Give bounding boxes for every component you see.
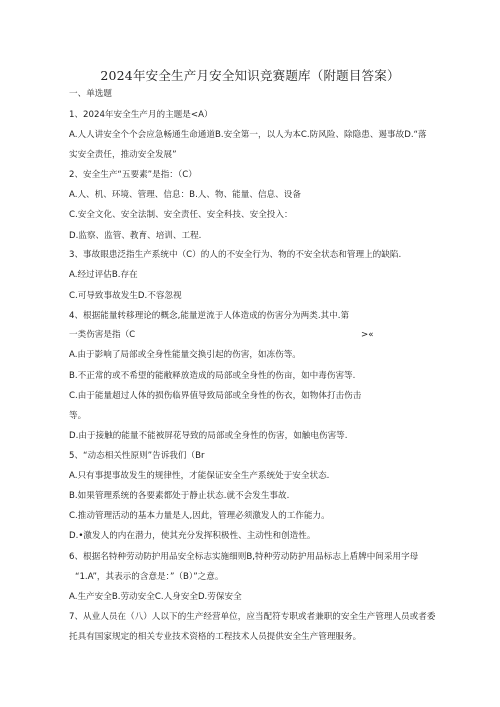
- question-3-option-cd: C.可导致事故发生D.不容忽视: [69, 291, 182, 301]
- question-4-option-b: B.不正常的或不希望的能敝释放造成的局部或全身性的伤亩，如中毒伤害等.: [69, 371, 356, 381]
- question-4-option-d: D.由于接触的能量不能被屏花导致的局部或全身性的伤害，如触电伤害等.: [69, 431, 348, 441]
- question-4-option-c-cont: 等。: [69, 411, 87, 421]
- question-4: 4、根据能量转移理论的概念,能量逆流于人体造成的伤害分为两类.其中.第: [69, 311, 350, 321]
- stray-mark: >«: [361, 330, 374, 340]
- question-5: 5、“动态相关性原则”告诉我们（Br: [69, 451, 205, 461]
- question-7-cont: 托具有国家规定的相关专业技术资格的工程技术人员提供安全生产管理服务。: [69, 632, 362, 642]
- question-5-option-c: C.推动管理活动的基本力量是人,因此，管理必须激发人的工作能力。: [69, 511, 330, 521]
- question-5-option-d: D.•激发人的内在潜力，使其充分发挥积极性、主动性和创造性。: [69, 531, 316, 541]
- question-2-option-d: D.监察、监管、教育、培训、工程.: [69, 231, 202, 241]
- question-2: 2、安全生产“五要素”是指：（C）: [69, 170, 197, 180]
- question-1: 1、2024年安全生产月的主题是<A）: [69, 110, 213, 120]
- question-2-option-ab: A.人、机、环境、管理、信息：B.人、物、能量、信息、设备: [69, 190, 301, 200]
- question-5-option-a: A.只有事提事故发生的规律性，才能保证安全生产系统处于安全状态.: [69, 471, 330, 481]
- question-4-option-a: A.由于影响了局部或全身性能量交换引起的伤害，如冻伤等。: [69, 350, 301, 360]
- question-4-option-c: C.由于能量超过人体的损伤临界值导致局部或全身性的伤衣，如物体打击伤击: [69, 391, 362, 401]
- question-1-options: A.人人讲安全个个会应急畅通生命通道B.安全第一，以人为本C.防风险、除隐患、遏事故D.“落: [69, 130, 427, 140]
- question-1-options-cont: 实安全责任，推动安全发展”: [69, 150, 177, 160]
- question-3-option-ab: A.经过评估B.存在: [69, 270, 138, 280]
- question-6-cont: “1.A”，其表示的含意是：”（B）”之意。: [75, 572, 224, 582]
- question-4-cont: 一类伤害是指（C: [69, 330, 136, 340]
- question-2-option-c: C.安全文化、安全法制、安全责任、安全科技、安全投入：: [69, 210, 293, 220]
- section-heading: 一、单选题: [69, 89, 112, 99]
- document-title: 2024年安全生产月安全知识竞赛题库（附题目答案）: [100, 68, 400, 83]
- question-6-options: A.生产安全B.劳动安全C.人身安全D.劳保安全: [69, 592, 242, 602]
- question-6: 6、根据名特种劳动防护用品安全标志实施细则B,特种劳动防护用品标志上盾牌中间采用字母: [69, 552, 419, 562]
- question-3: 3、事故眼患泛指生产系统中（C）的人的不安全行为、物的不安全状态和管理上的缺陷.: [69, 250, 402, 260]
- question-7: 7、从业人员在（八）人以下的生产经营单位，应当配符专职或者兼职的安全生产管理人员或者委: [69, 612, 436, 622]
- question-5-option-b: B.如果管理系统的各要素都处于静止状态.就不会发生事故.: [69, 491, 290, 501]
